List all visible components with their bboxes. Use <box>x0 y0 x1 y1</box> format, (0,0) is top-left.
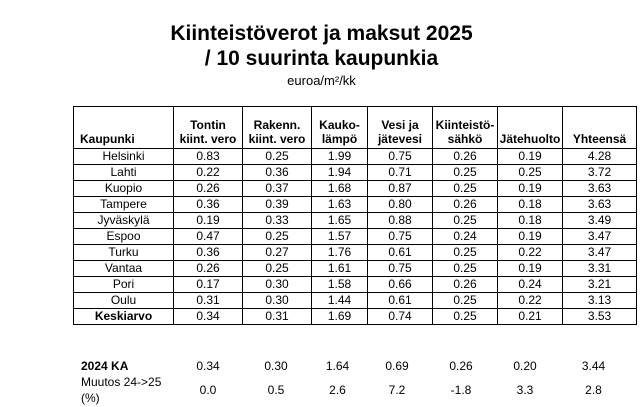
column-header: Vesi ja jätevesi <box>368 107 433 149</box>
city-name: Oulu <box>74 293 174 309</box>
table-cell: 0.19 <box>498 181 563 197</box>
column-header: Tontin kiint. vero <box>174 107 243 149</box>
table-cell: 0.26 <box>433 277 498 293</box>
table-cell: 0.25 <box>433 213 498 229</box>
table-cell: 1.64 <box>325 359 350 373</box>
table-cell: 0.88 <box>368 213 433 229</box>
title-line-1: Kiinteistöverot ja maksut 2025 <box>170 22 473 45</box>
table-cell: 0.26 <box>449 359 473 373</box>
table-row <box>74 245 637 261</box>
table-cell: 0.61 <box>368 293 433 309</box>
city-name: Jyväskylä <box>74 213 174 229</box>
table-row <box>74 181 637 197</box>
table-cell: 0.75 <box>368 261 433 277</box>
table-cell: 1.58 <box>312 277 368 293</box>
table-cell: 0.25 <box>433 261 498 277</box>
table-cell: 0.25 <box>243 149 312 165</box>
column-header: Rakenn. kiint. vero <box>243 107 312 149</box>
table-cell: 4.28 <box>563 149 637 165</box>
table-cell: 0.25 <box>243 261 312 277</box>
title-line-2: / 10 suurinta kaupunkia <box>204 47 439 70</box>
table-cell: 0.25 <box>433 165 498 181</box>
table-cell: 0.66 <box>368 277 433 293</box>
table-cell: 0.26 <box>174 261 243 277</box>
table-cell: 0.25 <box>433 245 498 261</box>
column-header: Kauko- lämpö <box>312 107 368 149</box>
header-row <box>74 107 637 149</box>
table-row <box>74 197 637 213</box>
table-row <box>74 229 637 245</box>
table-cell: 0.20 <box>513 359 537 373</box>
city-name: Turku <box>74 245 174 261</box>
table-cell: 3.3 <box>516 383 534 397</box>
table-cell: 0.19 <box>498 149 563 165</box>
table-cell: 0.24 <box>433 229 498 245</box>
table-cell: 0.19 <box>498 229 563 245</box>
table-cell: 0.37 <box>243 181 312 197</box>
table-cell: 1.94 <box>312 165 368 181</box>
table-cell: 3.44 <box>581 359 606 373</box>
table-row <box>74 293 637 309</box>
table-cell: 1.65 <box>312 213 368 229</box>
average-label: Keskiarvo <box>74 309 174 325</box>
table-cell: 0.69 <box>385 359 409 373</box>
table-cell: 3.21 <box>563 277 637 293</box>
table-cell: 3.31 <box>563 261 637 277</box>
table-cell: 2.6 <box>329 383 346 397</box>
table-cell: 3.49 <box>563 213 637 229</box>
table-cell: 0.30 <box>264 359 288 373</box>
table-cell: 3.63 <box>563 181 637 197</box>
table-cell: 0.25 <box>243 229 312 245</box>
table-cell: 1.99 <box>312 149 368 165</box>
table-cell: 0.17 <box>174 277 243 293</box>
table-row <box>74 149 637 165</box>
table-cell: 0.30 <box>243 293 312 309</box>
table-cell: 0.39 <box>243 197 312 213</box>
city-name: Kuopio <box>74 181 174 197</box>
column-header: Jätehuolto <box>498 107 563 149</box>
city-name: Tampere <box>74 197 174 213</box>
table-cell: 0.31 <box>174 293 243 309</box>
table-cell: -1.8 <box>450 383 472 397</box>
table-cell: 0.33 <box>243 213 312 229</box>
property-costs-table <box>73 106 637 325</box>
city-name: Vantaa <box>74 261 174 277</box>
table-cell: 0.22 <box>498 245 563 261</box>
table-cell: 0.18 <box>498 197 563 213</box>
table-cell: 0.80 <box>368 197 433 213</box>
table-cell: 0.34 <box>174 309 243 325</box>
table-cell: 0.19 <box>174 213 243 229</box>
table-cell: 0.71 <box>368 165 433 181</box>
table-cell: 0.21 <box>498 309 563 325</box>
table-row <box>74 277 637 293</box>
table-cell: 0.5 <box>267 383 285 397</box>
table-cell: 0.36 <box>243 165 312 181</box>
table-cell: 0.26 <box>174 181 243 197</box>
table-cell: 1.69 <box>312 309 368 325</box>
table-cell: 3.72 <box>563 165 637 181</box>
table-cell: 0.31 <box>243 309 312 325</box>
average-row <box>74 309 637 325</box>
table-cell: 0.19 <box>498 261 563 277</box>
table-cell: 0.74 <box>368 309 433 325</box>
table-cell: 0.27 <box>243 245 312 261</box>
table-row <box>74 213 637 229</box>
table-cell: 0.36 <box>174 245 243 261</box>
column-header: Yhteensä <box>563 107 637 149</box>
table-cell: 0.25 <box>433 181 498 197</box>
table-cell: 0.30 <box>243 277 312 293</box>
table-cell: 1.68 <box>312 181 368 197</box>
table-cell: 0.26 <box>433 149 498 165</box>
city-name: Lahti <box>74 165 174 181</box>
column-header: Kiinteistö- sähkö <box>433 107 498 149</box>
table-cell: 0.25 <box>433 309 498 325</box>
table-cell: 0.18 <box>498 213 563 229</box>
table-cell: 0.47 <box>174 229 243 245</box>
row-label: Muutos 24->25 (%) <box>81 375 162 405</box>
table-cell: 0.36 <box>174 197 243 213</box>
table-cell: 0.75 <box>368 229 433 245</box>
city-name: Helsinki <box>74 149 174 165</box>
city-name: Pori <box>74 277 174 293</box>
table-cell: 1.63 <box>312 197 368 213</box>
change-row <box>73 374 630 406</box>
table-cell: 0.25 <box>433 293 498 309</box>
table-cell: 0.83 <box>174 149 243 165</box>
unit-label: euroa/m²/kk <box>287 73 356 88</box>
table-cell: 1.61 <box>312 261 368 277</box>
table-cell: 0.0 <box>199 383 217 397</box>
table-cell: 3.53 <box>563 309 637 325</box>
column-header: Kaupunki <box>74 107 174 149</box>
table-cell: 0.22 <box>498 293 563 309</box>
city-name: Espoo <box>74 229 174 245</box>
table-cell: 0.61 <box>368 245 433 261</box>
table-cell: 0.34 <box>196 359 220 373</box>
table-cell: 0.26 <box>433 197 498 213</box>
table-cell: 3.47 <box>563 229 637 245</box>
table-cell: 3.13 <box>563 293 637 309</box>
table-cell: 0.75 <box>368 149 433 165</box>
table-cell: 2.8 <box>585 383 602 397</box>
table-cell: 1.44 <box>312 293 368 309</box>
table-cell: 3.63 <box>563 197 637 213</box>
table-cell: 7.2 <box>388 383 406 397</box>
table-row <box>74 165 637 181</box>
table-cell: 0.25 <box>498 165 563 181</box>
comparison-table <box>73 358 630 406</box>
table-cell: 3.47 <box>563 245 637 261</box>
table-cell: 1.57 <box>312 229 368 245</box>
table-cell: 0.22 <box>174 165 243 181</box>
row-label: 2024 KA <box>81 359 129 373</box>
ka-2024-row <box>73 358 630 374</box>
table-row <box>74 261 637 277</box>
table-cell: 1.76 <box>312 245 368 261</box>
table-cell: 0.24 <box>498 277 563 293</box>
table-cell: 0.87 <box>368 181 433 197</box>
